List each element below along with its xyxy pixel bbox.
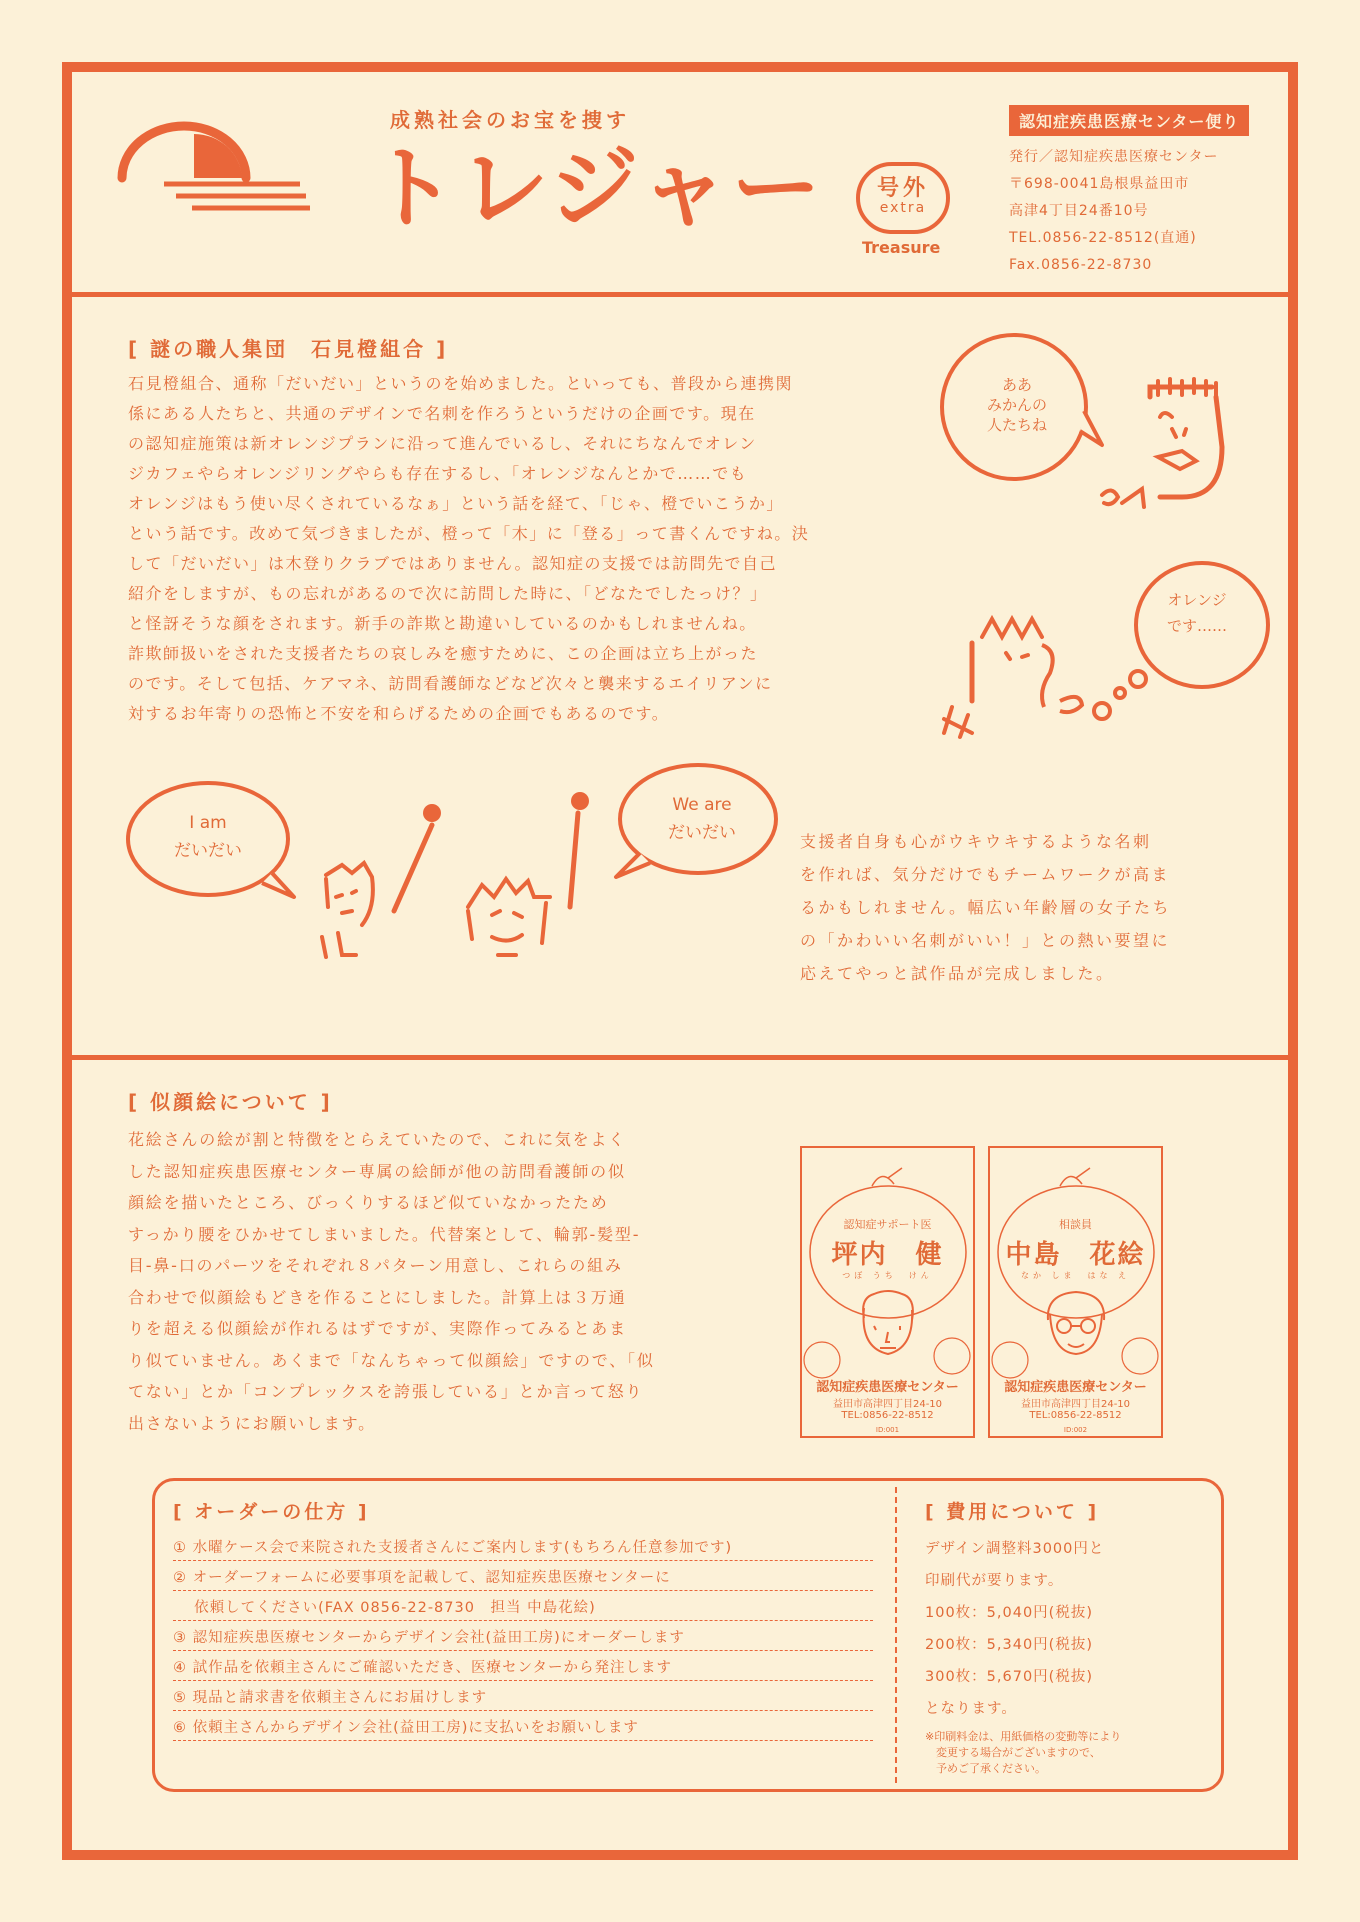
card-kana: つぼ うち けん	[842, 1271, 933, 1280]
card-tel: TEL:0856-22-8512	[1029, 1410, 1122, 1421]
publisher-info	[1009, 144, 1218, 279]
bubble-line: だいだい	[668, 823, 736, 843]
body-line: 合わせで似顔絵もどきを作ることにしました。計算上は３万通	[128, 1287, 627, 1307]
publisher-line: 高津4丁目24番10号	[1009, 203, 1149, 219]
body-line: オレンジはもう使い尽くされているなぁ」という話を経て、「じゃ、橙でいこうか」	[128, 494, 784, 513]
fee-note	[925, 1729, 1215, 1777]
card-role: 認知症サポート医	[843, 1218, 932, 1231]
body-line: 石見橙組合、通称「だいだい」というのを始めました。といっても、普段から連携関	[128, 374, 794, 393]
section1-body	[128, 369, 968, 729]
bubble-aa-text	[952, 375, 1082, 435]
body-line: りを超える似顔絵が作れるはずですが、実際作ってみるとあま	[128, 1319, 627, 1338]
card-id: ID:002	[1063, 1426, 1088, 1434]
bubble-line: ああ	[1001, 376, 1032, 394]
card-role: 相談員	[1059, 1218, 1092, 1231]
publisher-line: TEL.0856-22-8512(直通)	[1009, 230, 1197, 246]
publisher-line: 発行／認知症疾患医療センター	[1009, 149, 1219, 165]
body-line: の認知症施策は新オレンジプランに沿って進んでいるし、それにちなんでオレン	[128, 434, 757, 453]
body-line: ジカフェやらオレンジリングやらも存在するし、「オレンジなんとかで……でも	[128, 464, 748, 483]
body-line: すっかり腰をひかせてしまいました。代替案として、輪郭-髪型-	[128, 1224, 641, 1244]
card-address: 益田市高津四丁目24-10	[832, 1399, 943, 1410]
bubble-line: 人たちね	[986, 416, 1047, 434]
body-line: るかもしれません。幅広い年齢層の女子たち	[800, 898, 1171, 917]
body-line: 出さないようにお願いします。	[128, 1413, 376, 1433]
order-step: ⑤ 現品と請求書を依頼主さんにお届けします	[173, 1681, 873, 1711]
order-heading: [ オーダーの仕方 ]	[173, 1501, 370, 1523]
body-line: 対するお年寄りの恐怖と不安を和らげるための企画でもあるのです。	[128, 704, 670, 723]
issue-sub: extra	[879, 200, 927, 216]
card-org: 認知症疾患医療センター	[816, 1380, 959, 1395]
fee-note-line: ※印刷料金は、用紙価格の変動等により	[925, 1730, 1122, 1743]
side-paragraph	[800, 825, 1260, 990]
fee-line: 印刷代が要ります。	[925, 1573, 1064, 1589]
fee-note-line: 予めご了承ください。	[925, 1762, 1046, 1775]
doodle-group-icon	[302, 787, 632, 967]
body-line: の「かわいい名刺がいい！」との熱い要望に	[800, 931, 1171, 950]
card-kana: なか しま はな え	[1020, 1271, 1131, 1280]
section-daidai	[72, 297, 1288, 1055]
body-line: という話です。改めて気づきましたが、橙って「木」に「登る」って書くんですね。決	[128, 524, 810, 543]
bubble-line: We are	[672, 795, 732, 815]
grandma-face-icon	[1072, 357, 1272, 537]
newsletter-badge: 認知症疾患医療センター便り	[1009, 105, 1249, 136]
body-line: てない」とか「コンプレックスを誇張している」とか言って怒り	[128, 1382, 644, 1401]
body-line: を作れば、気分だけでもチームワークが高ま	[800, 865, 1171, 884]
order-fee-box	[152, 1478, 1224, 1792]
body-line: 支援者自身も心がウキウキするような名刺	[800, 832, 1152, 851]
order-step: ⑥ 依頼主さんからデザイン会社(益田工房)に支払いをお願いします	[173, 1711, 873, 1741]
publisher-line: Fax.0856-22-8730	[1009, 257, 1153, 273]
order-step: 依頼してください(FAX 0856-22-8730 担当 中島花絵)	[173, 1591, 873, 1621]
card-org: 認知症疾患医療センター	[1004, 1380, 1147, 1395]
bubble-line: オレンジ	[1167, 591, 1227, 609]
fee-note-line: 変更する場合がございますので、	[925, 1746, 1101, 1759]
card-tel: TEL:0856-22-8512	[841, 1410, 934, 1421]
order-step: ③ 認知症疾患医療センターからデザイン会社(益田工房)にオーダーします	[173, 1621, 873, 1651]
bubble-weare-text	[642, 791, 762, 847]
body-line: して「だいだい」は木登りクラブではありません。認知症の支援では訪問先で自己	[128, 554, 777, 573]
business-card-sample	[988, 1146, 1163, 1438]
fee-line: デザイン調整料3000円と	[925, 1541, 1105, 1557]
publisher-line: 〒698-0041島根県益田市	[1009, 176, 1190, 192]
order-step: ② オーダーフォームに必要事項を記載して、認知症疾患医療センターに	[173, 1561, 873, 1591]
sunrise-logo-icon	[114, 120, 314, 220]
masthead-title: トレジャー	[367, 136, 823, 241]
fee-line: 100枚：5,040円(税抜)	[925, 1605, 1094, 1621]
body-line: 応えてやっと試作品が完成しました。	[800, 964, 1115, 983]
order-steps	[173, 1531, 873, 1741]
tagline: 成熟社会のお宝を捜す	[390, 108, 630, 132]
card-address: 益田市高津四丁目24-10	[1020, 1399, 1131, 1410]
card-name: 坪内 健	[831, 1240, 944, 1270]
body-line: した認知症疾患医療センター専属の絵師が他の訪問看護師の似	[128, 1161, 626, 1181]
card-id: ID:001	[875, 1426, 900, 1434]
bubble-line: だいだい	[174, 841, 242, 861]
bubble-line: です……	[1166, 617, 1227, 635]
body-line: 花絵さんの絵が割と特徴をとらえていたので、これに気をよく	[128, 1130, 627, 1149]
bubble-orange-text	[1142, 587, 1252, 639]
body-line: り似ていません。あくまで「なんちゃって似顔絵」ですので、「似	[128, 1350, 655, 1370]
section-heading: [ 似顔絵について ]	[128, 1090, 333, 1114]
body-line: 詐欺師扱いをされた支援者たちの哀しみを癒すために、この企画は立ち上がった	[128, 644, 759, 663]
body-line: のです。そして包括、ケアマネ、訪問看護師などなど次々と襲来するエイリアンに	[128, 674, 773, 693]
fee-line: 200枚：5,340円(税抜)	[925, 1637, 1094, 1653]
section2-body	[128, 1124, 818, 1439]
fee-heading: [ 費用について ]	[925, 1501, 1100, 1523]
doodle-person-icon	[932, 597, 1122, 747]
fee-line: 300枚：5,670円(税抜)	[925, 1669, 1094, 1685]
bubble-line: I am	[189, 813, 227, 833]
page-frame	[62, 62, 1298, 1860]
body-line: と怪訝そうな顔をされます。新手の詐欺と勘違いしているのかもしれませんね。	[128, 614, 757, 633]
body-line: 目-鼻-口のパーツをそれぞれ８パターン用意し、これらの組み	[128, 1256, 623, 1275]
section-heading: [ 謎の職人集団 石見橙組合 ]	[128, 337, 449, 361]
body-line: 顔絵を描いたところ、びっくりするほど似ていなかったため	[128, 1193, 609, 1212]
issue-main: 号外	[876, 176, 929, 201]
card-name: 中島 花絵	[1005, 1240, 1146, 1270]
body-line: 紹介をしますが、もの忘れがあるので次に訪問した時に、「どなたでしたっけ？」	[128, 584, 768, 603]
body-line: 係にある人たちと、共通のデザインで名刺を作ろうというだけの企画です。現在	[128, 404, 756, 423]
order-step: ① 水曜ケース会で来院された支援者さんにご案内します(もちろん任意参加です)	[173, 1531, 873, 1561]
order-step: ④ 試作品を依頼主さんにご確認いただき、医療センターから発注します	[173, 1651, 873, 1681]
bubble-iam-text	[148, 809, 268, 865]
extra-issue-badge	[856, 162, 950, 234]
fee-details	[925, 1533, 1215, 1777]
box-divider	[895, 1487, 897, 1783]
business-card-sample	[800, 1146, 975, 1438]
bubble-line: みかんの	[986, 396, 1047, 414]
header	[72, 72, 1288, 292]
masthead-title-en: Treasure	[862, 238, 941, 257]
fee-line: となります。	[925, 1701, 1017, 1717]
